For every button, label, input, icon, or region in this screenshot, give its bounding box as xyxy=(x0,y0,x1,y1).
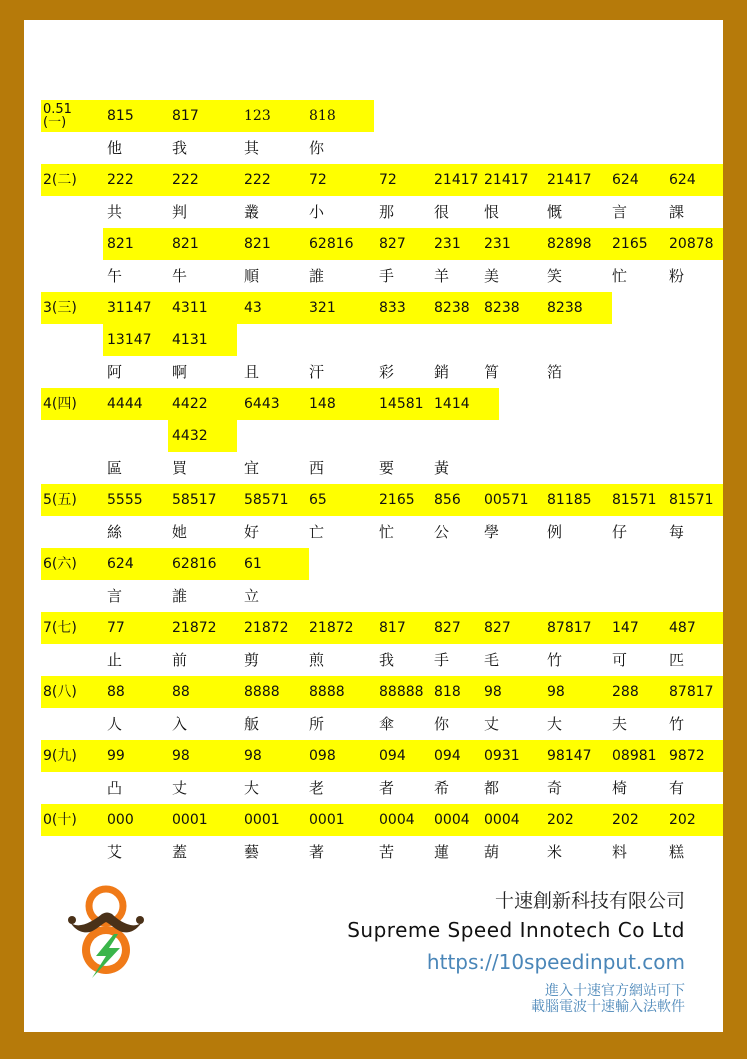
character-cell: 小 xyxy=(309,203,325,221)
character-cell: 午 xyxy=(107,267,123,285)
code-cell: 202 xyxy=(669,812,696,828)
code-cell: 21872 xyxy=(244,620,289,636)
code-cell: 62816 xyxy=(172,556,217,572)
character-cell: 蓋 xyxy=(172,843,188,861)
code-cell: 818 xyxy=(309,108,336,124)
code-cell: 88 xyxy=(172,684,190,700)
code-cell: 8888 xyxy=(309,684,345,700)
character-cell: 汗 xyxy=(309,363,325,381)
character-cell: 你 xyxy=(309,139,325,157)
character-cell: 共 xyxy=(107,203,123,221)
character-cell: 竹 xyxy=(547,651,563,669)
character-cell: 奇 xyxy=(547,779,563,797)
code-cell: 14581 xyxy=(379,396,424,412)
code-cell: 6443 xyxy=(244,396,280,412)
code-cell: 827 xyxy=(379,236,406,252)
code-cell: 21417 xyxy=(434,172,479,188)
code-cell: 147 xyxy=(612,620,639,636)
row-label: 0.51 (一) xyxy=(43,102,72,130)
character-cell: 區 xyxy=(107,459,123,477)
character-cell: 且 xyxy=(244,363,260,381)
character-cell: 我 xyxy=(379,651,395,669)
code-cell: 624 xyxy=(107,556,134,572)
code-cell: 8238 xyxy=(434,300,470,316)
code-cell: 827 xyxy=(434,620,461,636)
row-label: 8(八) xyxy=(43,684,77,700)
code-cell: 0001 xyxy=(309,812,345,828)
code-cell: 821 xyxy=(107,236,134,252)
character-cell: 苦 xyxy=(379,843,395,861)
code-cell: 288 xyxy=(612,684,639,700)
website-link[interactable]: https://10speedinput.com xyxy=(426,950,685,974)
character-cell: 箔 xyxy=(547,363,563,381)
character-cell: 立 xyxy=(244,587,260,605)
character-cell: 煎 xyxy=(309,651,325,669)
code-cell: 202 xyxy=(547,812,574,828)
code-cell: 487 xyxy=(669,620,696,636)
character-cell: 所 xyxy=(309,715,325,733)
character-cell: 那 xyxy=(379,203,395,221)
code-cell: 1414 xyxy=(434,396,470,412)
character-cell: 糕 xyxy=(669,843,685,861)
code-cell: 0001 xyxy=(172,812,208,828)
character-cell: 誰 xyxy=(172,587,188,605)
code-cell: 98147 xyxy=(547,748,592,764)
character-cell: 著 xyxy=(309,843,325,861)
character-cell: 竹 xyxy=(669,715,685,733)
row-label: 2(二) xyxy=(43,172,77,188)
code-cell: 4444 xyxy=(107,396,143,412)
code-cell: 321 xyxy=(309,300,336,316)
character-cell: 每 xyxy=(669,523,685,541)
code-cell: 624 xyxy=(669,172,696,188)
character-cell: 忙 xyxy=(379,523,395,541)
character-cell: 我 xyxy=(172,139,188,157)
code-cell: 88 xyxy=(107,684,125,700)
code-cell: 81571 xyxy=(669,492,714,508)
character-cell: 都 xyxy=(484,779,500,797)
code-cell: 99 xyxy=(107,748,125,764)
code-cell: 815 xyxy=(107,108,134,124)
download-note: 進入十速官方網站可下 載腦電波十速輸入法軟件 xyxy=(531,983,685,1015)
code-cell: 9872 xyxy=(669,748,705,764)
mustache-eight-lightning-icon xyxy=(62,878,146,982)
character-cell: 匹 xyxy=(669,651,685,669)
code-cell: 00571 xyxy=(484,492,529,508)
code-cell: 821 xyxy=(244,236,271,252)
code-cell: 81571 xyxy=(612,492,657,508)
code-cell: 817 xyxy=(172,108,199,124)
code-cell: 98 xyxy=(484,684,502,700)
code-cell: 87817 xyxy=(547,620,592,636)
code-cell: 20878 xyxy=(669,236,714,252)
code-cell: 000 xyxy=(107,812,134,828)
character-cell: 彩 xyxy=(379,363,395,381)
character-cell: 有 xyxy=(669,779,685,797)
character-cell: 絲 xyxy=(107,523,123,541)
code-cell: 0001 xyxy=(244,812,280,828)
character-cell: 希 xyxy=(434,779,450,797)
code-cell: 21417 xyxy=(484,172,529,188)
character-cell: 慨 xyxy=(547,203,563,221)
code-cell: 21872 xyxy=(172,620,217,636)
code-cell: 61 xyxy=(244,556,262,572)
code-cell: 818 xyxy=(434,684,461,700)
character-cell: 可 xyxy=(612,651,628,669)
code-cell: 88888 xyxy=(379,684,424,700)
company-name-chinese: 十速創新科技有限公司 xyxy=(494,890,685,912)
code-cell: 4131 xyxy=(172,332,208,348)
code-cell: 72 xyxy=(379,172,397,188)
character-cell: 其 xyxy=(244,139,260,157)
code-cell: 62816 xyxy=(309,236,354,252)
character-cell: 他 xyxy=(107,139,123,157)
code-cell: 0004 xyxy=(434,812,470,828)
character-cell: 例 xyxy=(547,523,563,541)
character-cell: 要 xyxy=(379,459,395,477)
character-cell: 啊 xyxy=(172,363,188,381)
code-cell: 856 xyxy=(434,492,461,508)
code-cell: 82898 xyxy=(547,236,592,252)
character-cell: 黃 xyxy=(434,459,450,477)
code-cell: 0931 xyxy=(484,748,520,764)
character-cell: 手 xyxy=(379,267,395,285)
character-cell: 誰 xyxy=(309,267,325,285)
code-cell: 13147 xyxy=(107,332,152,348)
code-cell: 098 xyxy=(309,748,336,764)
character-cell: 公 xyxy=(434,523,450,541)
code-cell: 094 xyxy=(379,748,406,764)
code-cell: 21417 xyxy=(547,172,592,188)
character-cell: 料 xyxy=(612,843,628,861)
code-cell: 8888 xyxy=(244,684,280,700)
character-cell: 手 xyxy=(434,651,450,669)
character-cell: 入 xyxy=(172,715,188,733)
code-cell: 98 xyxy=(244,748,262,764)
row-label: 6(六) xyxy=(43,556,77,572)
code-cell: 827 xyxy=(484,620,511,636)
character-cell: 丈 xyxy=(484,715,500,733)
character-cell: 笑 xyxy=(547,267,563,285)
character-cell: 人 xyxy=(107,715,123,733)
character-cell: 恨 xyxy=(484,203,500,221)
company-name-english: Supreme Speed Innotech Co Ltd xyxy=(347,918,685,942)
code-cell: 231 xyxy=(434,236,461,252)
character-cell: 米 xyxy=(547,843,563,861)
character-cell: 艾 xyxy=(107,843,123,861)
code-cell: 624 xyxy=(612,172,639,188)
character-cell: 牛 xyxy=(172,267,188,285)
character-cell: 蓮 xyxy=(434,843,450,861)
character-cell: 者 xyxy=(379,779,395,797)
character-cell: 仔 xyxy=(612,523,628,541)
character-cell: 課 xyxy=(669,203,685,221)
code-cell: 222 xyxy=(107,172,134,188)
character-cell: 你 xyxy=(434,715,450,733)
character-cell: 亡 xyxy=(309,523,325,541)
code-cell: 5555 xyxy=(107,492,143,508)
code-cell: 833 xyxy=(379,300,406,316)
character-cell: 椅 xyxy=(612,779,628,797)
character-cell: 判 xyxy=(172,203,188,221)
character-cell: 粉 xyxy=(669,267,685,285)
row-label: 3(三) xyxy=(43,300,77,316)
code-cell: 77 xyxy=(107,620,125,636)
character-cell: 忙 xyxy=(612,267,628,285)
code-cell: 222 xyxy=(244,172,271,188)
code-cell: 202 xyxy=(612,812,639,828)
character-cell: 西 xyxy=(309,459,325,477)
row-label: 5(五) xyxy=(43,492,77,508)
code-cell: 4422 xyxy=(172,396,208,412)
code-cell: 222 xyxy=(172,172,199,188)
code-cell: 0004 xyxy=(484,812,520,828)
code-cell: 821 xyxy=(172,236,199,252)
character-cell: 很 xyxy=(434,203,450,221)
character-cell: 順 xyxy=(244,267,260,285)
row-label: 0(十) xyxy=(43,812,77,828)
code-cell: 817 xyxy=(379,620,406,636)
character-cell: 大 xyxy=(244,779,260,797)
code-cell: 231 xyxy=(484,236,511,252)
code-cell: 98 xyxy=(547,684,565,700)
character-cell: 宜 xyxy=(244,459,260,477)
character-cell: 藝 xyxy=(244,843,260,861)
code-cell: 8238 xyxy=(484,300,520,316)
character-cell: 毛 xyxy=(484,651,500,669)
code-cell: 43 xyxy=(244,300,262,316)
character-cell: 大 xyxy=(547,715,563,733)
character-cell: 買 xyxy=(172,459,188,477)
code-cell: 21872 xyxy=(309,620,354,636)
code-cell: 81185 xyxy=(547,492,592,508)
character-cell: 好 xyxy=(244,523,260,541)
code-cell: 4432 xyxy=(172,428,208,444)
character-cell: 阿 xyxy=(107,363,123,381)
character-cell: 言 xyxy=(107,587,123,605)
code-cell: 4311 xyxy=(172,300,208,316)
character-cell: 剪 xyxy=(244,651,260,669)
code-cell: 87817 xyxy=(669,684,714,700)
character-cell: 老 xyxy=(309,779,325,797)
character-cell: 前 xyxy=(172,651,188,669)
code-cell: 148 xyxy=(309,396,336,412)
code-cell: 65 xyxy=(309,492,327,508)
character-cell: 學 xyxy=(484,523,500,541)
code-cell: 08981 xyxy=(612,748,657,764)
code-cell: 094 xyxy=(434,748,461,764)
character-cell: 銷 xyxy=(434,363,450,381)
code-cell: 31147 xyxy=(107,300,152,316)
code-cell: 58571 xyxy=(244,492,289,508)
character-cell: 舨 xyxy=(244,715,260,733)
document-page xyxy=(24,20,723,1032)
character-cell: 夫 xyxy=(612,715,628,733)
row-label: 7(七) xyxy=(43,620,77,636)
character-cell: 丈 xyxy=(172,779,188,797)
row-label: 4(四) xyxy=(43,396,77,412)
character-cell: 筲 xyxy=(484,363,500,381)
character-cell: 葫 xyxy=(484,843,500,861)
code-cell: 8238 xyxy=(547,300,583,316)
character-cell: 止 xyxy=(107,651,123,669)
code-cell: 72 xyxy=(309,172,327,188)
code-cell: 2165 xyxy=(379,492,415,508)
character-cell: 凸 xyxy=(107,779,123,797)
character-cell: 言 xyxy=(612,203,628,221)
code-cell: 98 xyxy=(172,748,190,764)
character-cell: 美 xyxy=(484,267,500,285)
character-cell: 她 xyxy=(172,523,188,541)
character-cell: 叢 xyxy=(244,203,260,221)
code-cell: 0004 xyxy=(379,812,415,828)
character-cell: 羊 xyxy=(434,267,450,285)
character-cell: 傘 xyxy=(379,715,395,733)
code-cell: 2165 xyxy=(612,236,648,252)
code-cell: 58517 xyxy=(172,492,217,508)
row-label: 9(九) xyxy=(43,748,77,764)
code-cell: 123 xyxy=(244,108,271,124)
